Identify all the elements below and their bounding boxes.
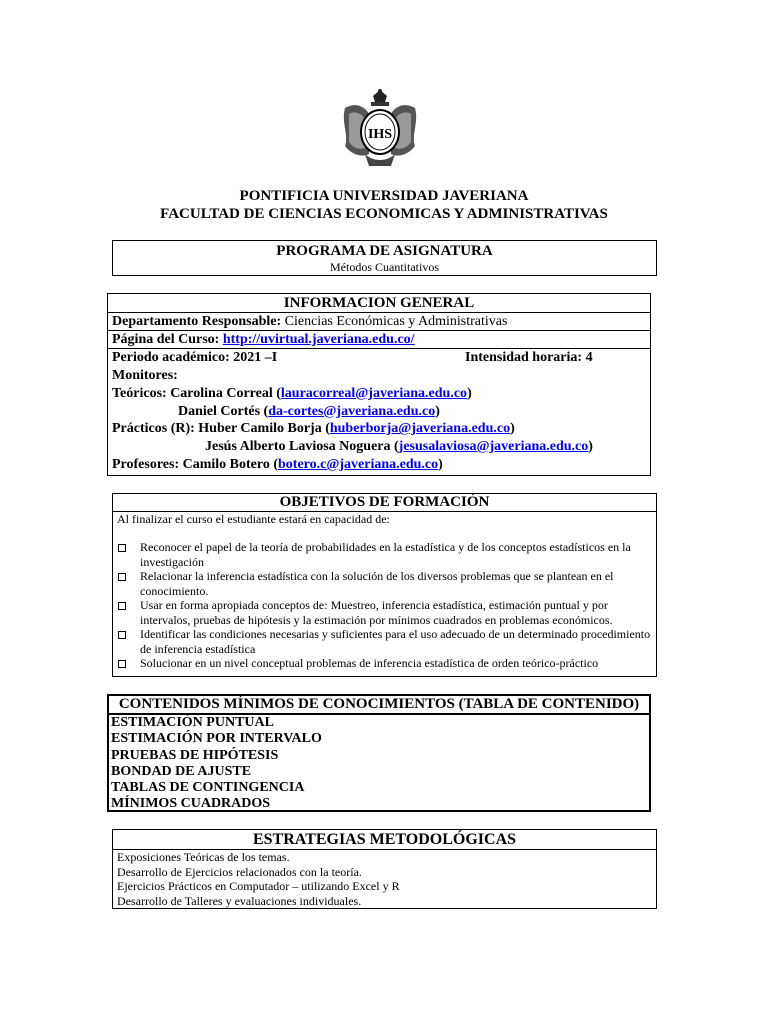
dept-row (108, 312, 650, 330)
objetivo-item (113, 569, 656, 598)
objetivo-text: Solucionar en un nivel conceptual problemas de inferencia estadística de orden teórico-práctico (140, 656, 599, 670)
periodo-text: Periodo académico: 2021 –I (112, 350, 278, 365)
page-row (108, 330, 650, 348)
objetivo-text: Relacionar la inferencia estadística con la solución de los diversos problemas que se plantean en el conocimiento. (140, 569, 614, 598)
practicos-line-2 (112, 438, 650, 456)
contenidos-title: CONTENIDOS MÍNIMOS DE CONOCIMIENTOS (TABLA DE CONTENIDO) (109, 696, 649, 715)
close-paren: ) (510, 421, 515, 437)
close-paren: ) (435, 403, 440, 419)
objetivos-list (113, 540, 656, 671)
email-dacortes-link[interactable]: da-cortes@javeriana.edu.co (268, 403, 436, 419)
estrategias-list (113, 850, 656, 908)
estrategias-title: ESTRATEGIAS METODOLÓGICAS (113, 830, 656, 850)
contenidos-box (107, 694, 651, 812)
info-general-title: INFORMACION GENERAL (283, 295, 475, 311)
university-name: PONTIFICIA UNIVERSIDAD JAVERIANA (239, 188, 529, 204)
dept-label: Departamento Responsable: (112, 314, 282, 329)
teoricos-line-1 (112, 385, 650, 403)
checkbox-bullet-icon (118, 631, 126, 639)
info-general-box (107, 293, 651, 476)
periodo-row (108, 348, 650, 367)
teoricos-label: Teóricos: Carolina Correal ( (112, 385, 281, 401)
checkbox-bullet-icon (118, 573, 126, 581)
objetivo-item (113, 598, 656, 627)
estrategia-item: Exposiciones Teóricas de los temas. (117, 850, 290, 864)
crest-monogram: IHS (367, 127, 393, 142)
estrategia-item: Desarrollo de Talleres y evaluaciones individuales. (117, 893, 362, 908)
objetivo-item (113, 627, 656, 656)
close-paren: ) (467, 385, 472, 401)
teoricos-line-2 (112, 403, 650, 421)
checkbox-bullet-icon (118, 544, 126, 552)
page-label: Página del Curso: (112, 332, 220, 347)
objetivo-text: Reconocer el papel de la teoría de probabilidades en la estadística y de los conceptos estadísticos en la investigación (140, 540, 631, 569)
course-page-link[interactable]: http://uvirtual.javeriana.edu.co/ (222, 332, 415, 347)
email-lauracorreal-link[interactable]: lauracorreal@javeriana.edu.co (280, 385, 468, 401)
contenido-item: ESTIMACIÓN POR INTERVALO (111, 731, 322, 747)
monitores-block (108, 367, 650, 474)
objetivos-intro: Al finalizar el curso el estudiante estará en capacidad de: (117, 512, 390, 526)
profesores-line (112, 456, 650, 474)
close-paren: ) (438, 456, 443, 472)
objetivo-text: Identificar las condiciones necesarias y suficientes para el uso adecuado de un determinado procedimiento de inferencia estadística (140, 627, 651, 656)
intensidad-text: Intensidad horaria: 4 (465, 350, 593, 365)
email-jesusalaviosa-link[interactable]: jesusalaviosa@javeriana.edu.co (398, 439, 589, 455)
objetivo-item (113, 540, 656, 569)
dept-value: Ciencias Económicas y Administrativas (284, 314, 508, 329)
objetivos-box (112, 493, 657, 677)
email-huberborja-link[interactable]: huberborja@javeriana.edu.co (329, 421, 511, 437)
estrategias-box (112, 829, 657, 909)
contenido-item: TABLAS DE CONTINGENCIA (111, 780, 305, 796)
contenido-item: PRUEBAS DE HIPÓTESIS (111, 747, 279, 763)
teoricos-name2: Daniel Cortés ( (178, 403, 269, 419)
profesores-label: Profesores: Camilo Botero ( (112, 456, 279, 472)
objetivo-item (113, 656, 656, 671)
estrategia-item: Desarrollo de Ejercicios relacionados con la teoría. (117, 864, 362, 879)
contenido-item: ESTIMACIÓN PUNTUAL (111, 715, 274, 730)
programa-box (112, 240, 657, 276)
monitores-label: Monitores: (112, 368, 178, 383)
faculty-name: FACULTAD DE CIENCIAS ECONOMICAS Y ADMINISTRATIVAS (160, 206, 608, 222)
email-botero-link[interactable]: botero.c@javeriana.edu.co (278, 456, 439, 472)
practicos-label: Prácticos (R): Huber Camilo Borja ( (112, 421, 330, 437)
objetivos-title: OBJETIVOS DE FORMACIÓN (113, 494, 656, 512)
contenido-item: BONDAD DE AJUSTE (111, 763, 252, 779)
estrategia-item: Ejercicios Prácticos en Computador – utilizando Excel y R (117, 879, 400, 893)
university-crest-logo (335, 88, 425, 170)
close-paren: ) (588, 439, 593, 455)
practicos-line-1 (112, 420, 650, 438)
checkbox-bullet-icon (118, 602, 126, 610)
practicos-name2: Jesús Alberto Laviosa Noguera ( (205, 439, 399, 455)
subject-name: Métodos Cuantitativos (330, 260, 439, 274)
checkbox-bullet-icon (118, 660, 126, 668)
contenido-item: MÍNIMOS CUADRADOS (111, 796, 271, 812)
objetivo-text: Usar en forma apropiada conceptos de: Muestreo, inferencia estadística, estimación puntual y por intervalos, pruebas de hipótesis y la estimación por mínimos cuadrados en problemas económicos. (140, 598, 613, 627)
programa-title: PROGRAMA DE ASIGNATURA (276, 243, 493, 259)
